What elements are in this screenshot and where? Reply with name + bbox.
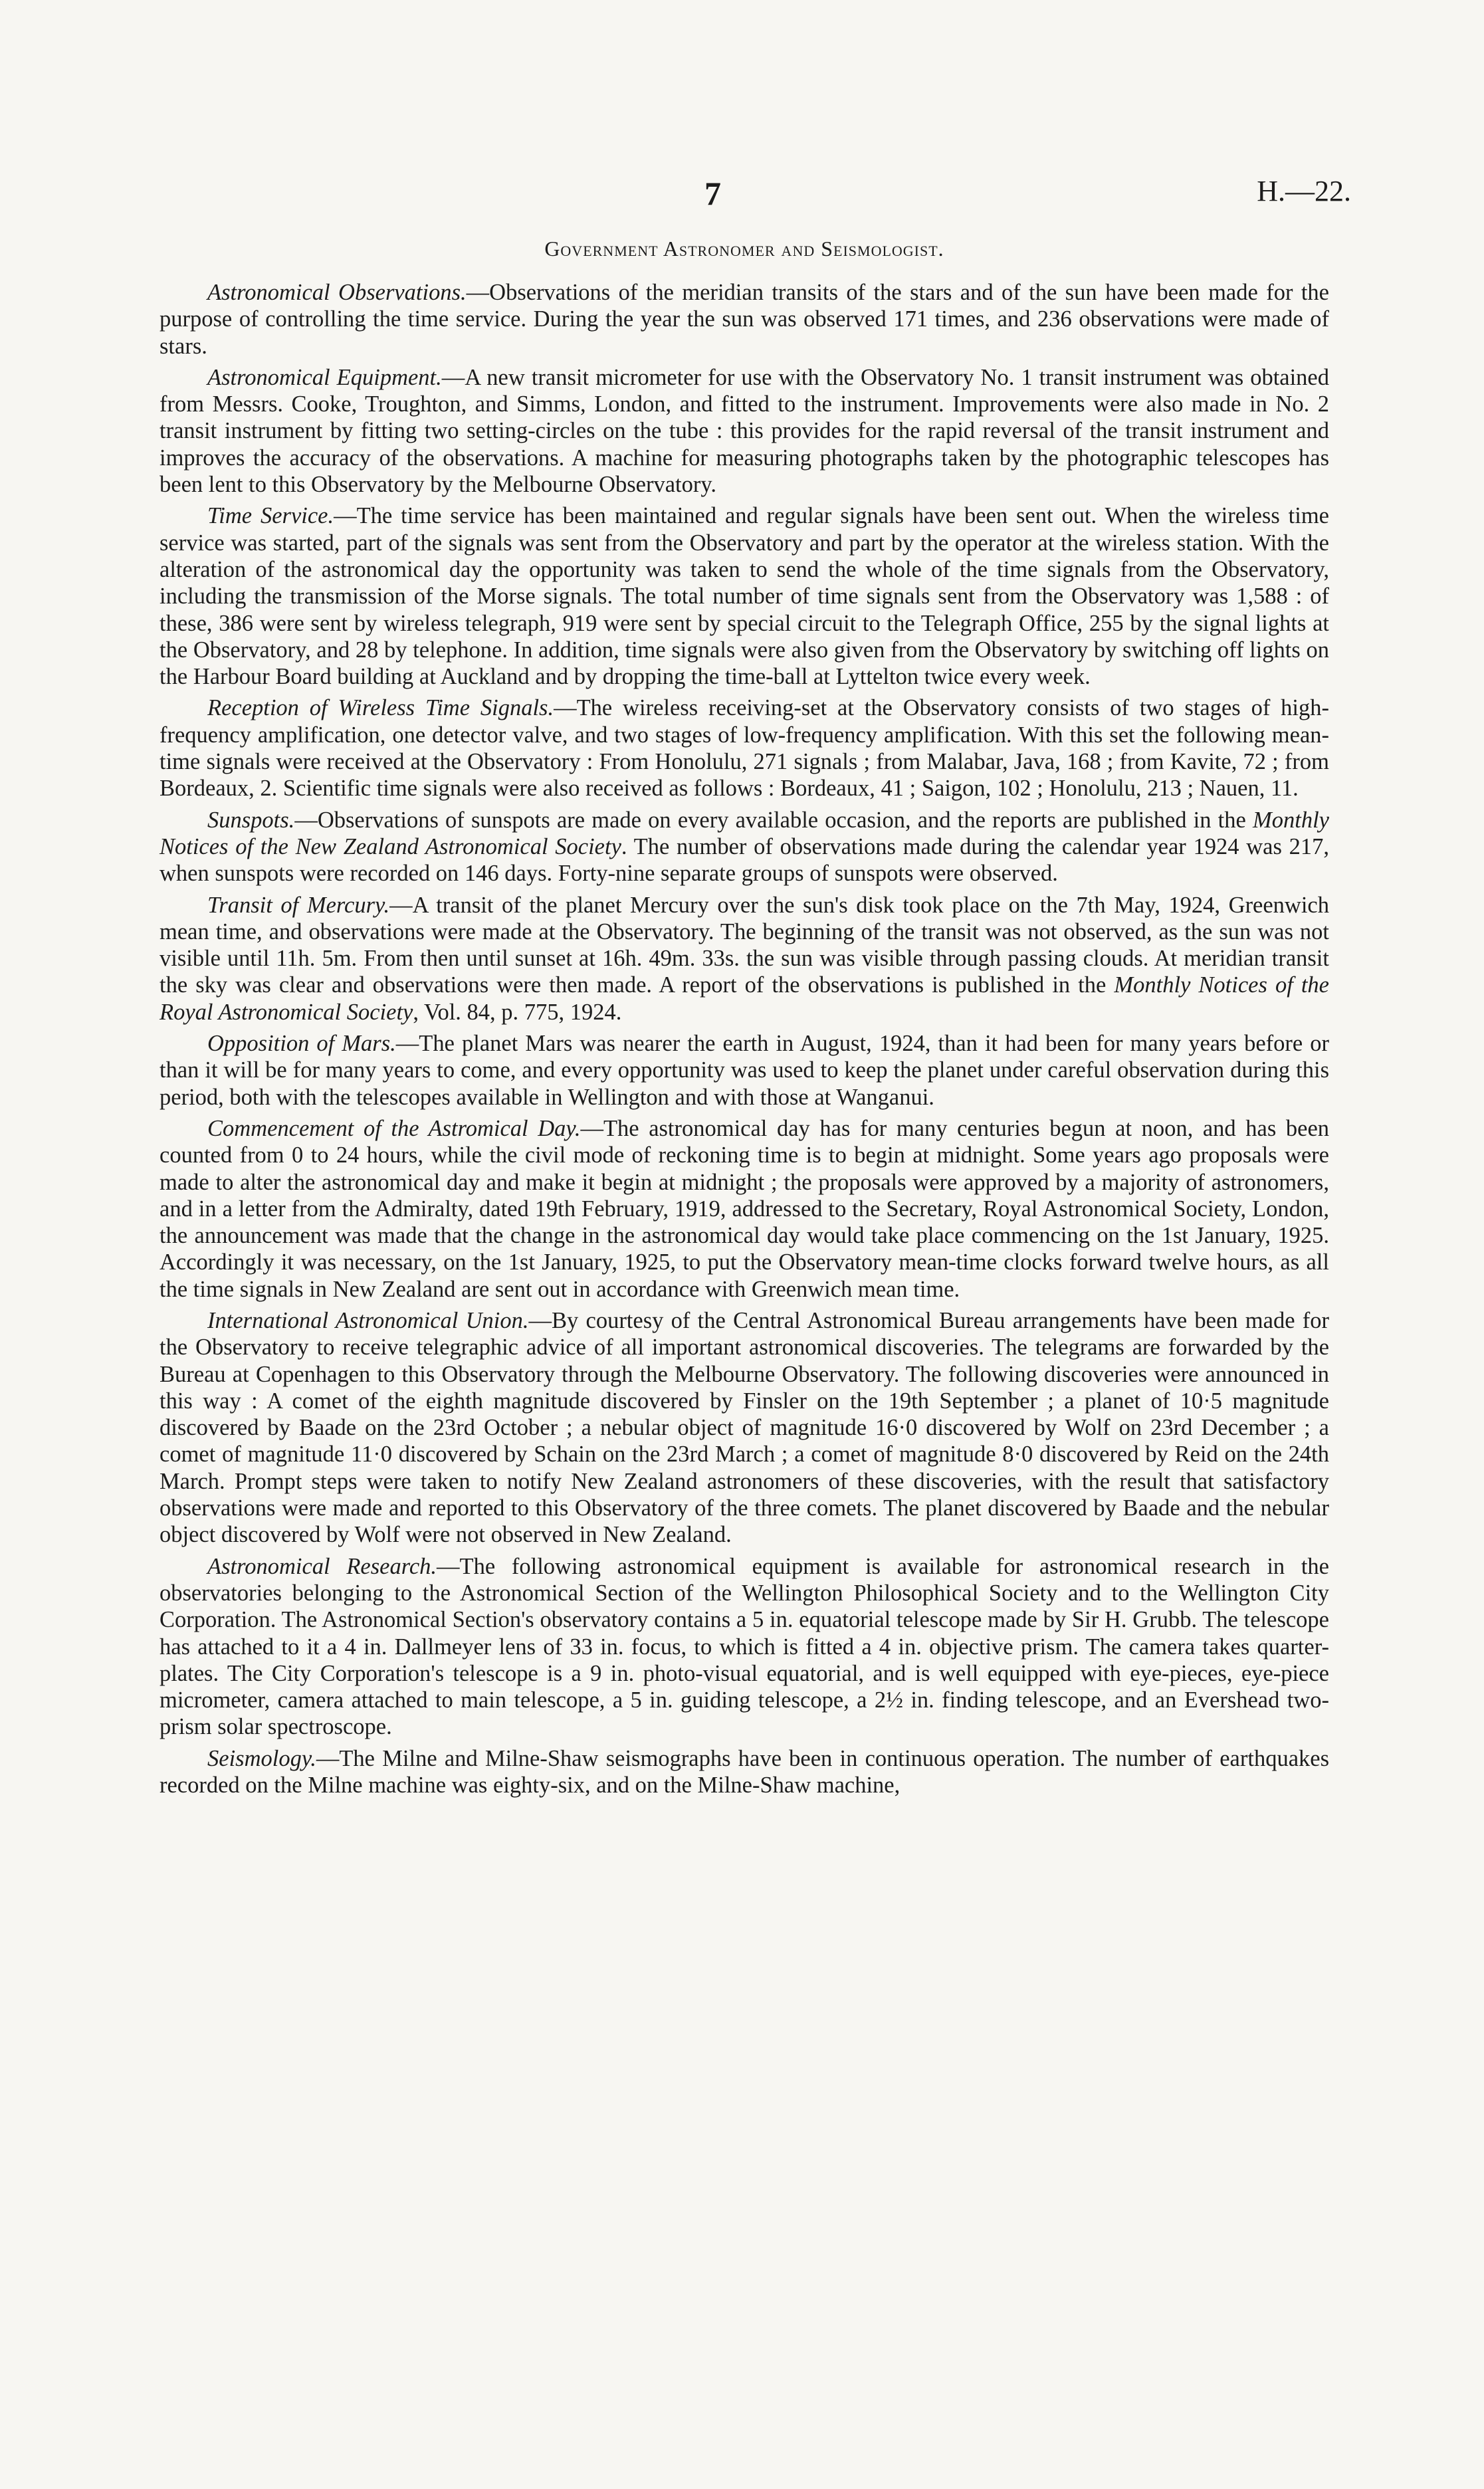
- paragraph-opposition-of-mars: [159, 1030, 1329, 1111]
- paragraph-lead: Time Service.: [207, 503, 334, 529]
- publication-title: Monthly Notices of the New Zealand Astronomical Society: [159, 807, 1329, 859]
- paragraph-lead: Astronomical Observations.: [207, 280, 467, 305]
- paragraph-text: —The time service has been maintained and regular signals have been sent out. When the wireless time service was started, part of the signals was sent from the Observatory and part by the operator at the wireless station. With the alteration of the astronomical day the opportunity was taken to send the whole of the time signals from the Observatory, including the transmission of the Morse signals. The total number of time signals sent from the Observatory was 1,588 : of these, 386 were sent by wireless telegraph, 919 were sent by special circuit to the Telegraph Office, 255 by the signal lights at the Observatory, and 28 by telephone. In addition, time signals were also given from the Observatory by switching off lights on the Harbour Board building at Auckland and by dropping the time-ball at Lyttelton twice every week.: [159, 503, 1329, 690]
- paragraph-time-service: [159, 502, 1329, 690]
- paragraph-lead: Astronomical Research.: [207, 1553, 437, 1579]
- paragraph-text: , Vol. 84, p. 775, 1924.: [413, 999, 622, 1025]
- paragraph-astronomical-day: [159, 1115, 1329, 1303]
- document-body: [159, 279, 1329, 1803]
- paragraph-text: —A new transit micrometer for use with the Observatory No. 1 transit instrument was obtained from Messrs. Cooke, Troughton, and Simms, London, and fitted to the instrument. Improvements were also made in No. 2 transit instrument by fitting two setting-circles on the tube : this provides for the rapid reversal of the transit instrument and improves the accuracy of the observations. A machine for measuring photographs taken by the photographic telescopes has been lent to this Observatory by the Melbourne Observatory.: [159, 364, 1329, 498]
- paragraph-lead: International Astronomical Union.: [207, 1307, 529, 1333]
- paragraph-wireless-time-signals: [159, 695, 1329, 802]
- document-reference: H.—22.: [1257, 175, 1351, 207]
- paragraph-astronomical-research: [159, 1553, 1329, 1741]
- paragraph-text: —The planet Mars was nearer the earth in August, 1924, than it had been for many years before or than it will be for many years to come, and every opportunity was used to keep the planet under careful observation during this period, both with the telescopes available in Wellington and with those at Wanganui.: [159, 1031, 1330, 1110]
- page-number: 7: [704, 175, 721, 212]
- paragraph-international-union: [159, 1307, 1329, 1549]
- paragraph-lead: Reception of Wireless Time Signals.: [207, 695, 554, 721]
- paragraph-text: —By courtesy of the Central Astronomical Bureau arrangements have been made for the Observatory to receive telegraphic advice of all important astronomical discoveries. The telegrams are forwarded by the Bureau at Copenhagen to this Observatory through the Melbourne Observatory. The following discoveries were announced in this way : A comet of the eighth magnitude discovered by Finsler on the 19th September ; a planet of 10·5 magnitude discovered by Baade on the 23rd October ; a nebular object of magnitude 16·0 discovered by Wolf on 23rd December ; a comet of magnitude 11·0 discovered by Schain on the 23rd March ; a comet of magnitude 8·0 discovered by Reid on the 24th March. Prompt steps were taken to notify New Zealand astronomers of these discoveries, with the result that satisfactory observations were made and reported to this Observatory of the three comets. The planet discovered by Baade and the nebular object discovered by Wolf were not observed in New Zealand.: [159, 1307, 1329, 1548]
- paragraph-text: —The astronomical day has for many centuries begun at noon, and has been counted from 0 to 24 hours, while the civil mode of reckoning time is to begin at midnight. Some years ago proposals were made to alter the astronomical day and make it begin at midnight ; the proposals were approved by a majority of astronomers, and in a letter from the Admiralty, dated 19th February, 1919, addressed to the Secretary, Royal Astronomical Society, London, the announcement was made that the change in the astronomical day would take place commencing on the 1st January, 1925. Accordingly it was necessary, on the 1st January, 1925, to put the Observatory mean-time clocks forward twelve hours, as all the time signals in New Zealand are sent out in accordance with Greenwich mean time.: [159, 1115, 1330, 1302]
- paragraph-text: —Observations of sunspots are made on every available occasion, and the reports are published in the: [294, 807, 1253, 833]
- paragraph-lead: Sunspots.: [207, 807, 295, 833]
- paragraph-text: —The wireless receiving-set at the Observatory consists of two stages of high-frequency amplification, one detector valve, and two stages of low-frequency amplification. With this set the following mean-time signals were received at the Observatory : From Honolulu, 271 signals ; from Malabar, Java, 168 ; from Kavite, 72 ; from Bordeaux, 2. Scientific time signals were also received as follows : Bordeaux, 41 ; Saigon, 102 ; Honolulu, 213 ; Nauen, 11.: [159, 695, 1329, 802]
- paragraph-lead: Opposition of Mars.: [207, 1031, 396, 1057]
- paragraph-text: —The Milne and Milne-Shaw seismographs have been in continuous operation. The number of earthquakes recorded on the Milne machine was eighty-six, and on the Milne-Shaw machine,: [159, 1745, 1329, 1798]
- paragraph-text: —Observations of the meridian transits of the stars and of the sun have been made for the purpose of controlling the time service. During the year the sun was observed 171 times, and 236 observations were made of stars.: [159, 280, 1329, 359]
- paragraph-astronomical-equipment: [159, 364, 1329, 498]
- paragraph-lead: Commencement of the Astromical Day.: [207, 1115, 581, 1141]
- paragraph-astronomical-observations: [159, 279, 1329, 360]
- paragraph-seismology: [159, 1745, 1329, 1799]
- paragraph-text: —The following astronomical equipment is available for astronomical research in the observatories belonging to the Astronomical Section of the Wellington Philosophical Society and to the Wellington City Corporation. The Astronomical Section's observatory contains a 5 in. equatorial telescope made by Sir H. Grubb. The telescope has attached to it a 4 in. Dallmeyer lens of 33 in. focus, to which is fitted a 4 in. objective prism. The camera takes quarter-plates. The City Corporation's telescope is a 9 in. photo-visual equatorial, and is well equipped with eye-pieces, eye-piece micrometer, camera attached to main telescope, a 5 in. guiding telescope, a 2½ in. finding telescope, and an Evershead two-prism solar spectroscope.: [159, 1553, 1329, 1740]
- paragraph-lead: Astronomical Equipment.: [207, 364, 442, 390]
- paragraph-lead: Seismology.: [207, 1745, 316, 1771]
- paragraph-lead: Transit of Mercury.: [207, 892, 390, 918]
- paragraph-sunspots: [159, 807, 1329, 887]
- paragraph-text: —A transit of the planet Mercury over the sun's disk took place on the 7th May, 1924, Greenwich mean time, and observations were made at the Observatory. The beginning of the transit was not observed, as the sun was not visible until 11h. 5m. From then until sunset at 16h. 49m. 33s. the sun was visible through passing clouds. At meridian transit the sky was clear and observations were then made. A report of the observations is published in the: [159, 892, 1329, 998]
- section-title: Government Astronomer and Seismologist.: [544, 237, 944, 261]
- paragraph-transit-of-mercury: [159, 892, 1329, 1026]
- paragraph-text: . The number of observations made during the calendar year 1924 was 217, when sunspots were recorded on 146 days. Forty-nine separate groups of sunspots were observed.: [159, 833, 1329, 887]
- publication-title: Monthly Notices of the Royal Astronomical Society: [159, 972, 1329, 1025]
